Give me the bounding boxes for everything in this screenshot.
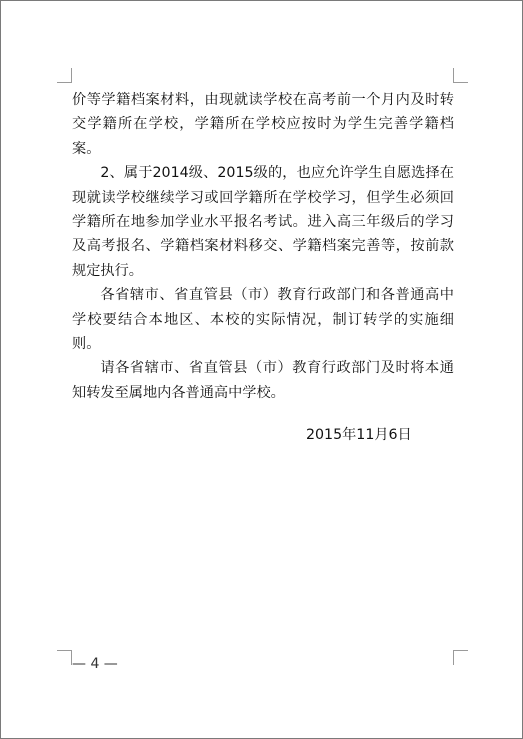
- document-date: 2015年11月6日: [306, 427, 412, 443]
- page-number: — 4 —: [72, 656, 118, 672]
- paragraph-implementation-rules: 各省辖市、省直管县（市）教育行政部门和各普通高中学校要结合本地区、本校的实际情况，制订转学的实施细则。: [72, 287, 454, 353]
- paragraph-forwarding-request: 请各省辖市、省直管县（市）教育行政部门及时将本通知转发至属地内各普通高中学校。: [72, 360, 454, 401]
- crop-mark-bottom-left: [57, 650, 72, 665]
- crop-mark-top-left: [57, 68, 72, 83]
- document-body: [72, 88, 454, 405]
- paragraph-continued: 价等学籍档案材料，由现就读学校在高考前一个月内及时转交学籍所在学校，学籍所在学校应按时为学生完善学籍档案。: [72, 92, 454, 157]
- crop-mark-top-right: [453, 68, 468, 83]
- paragraph-item-2: 2、属于2014级、2015级的，也应允许学生自愿选择在现就读学校继续学习或回学籍所在学校学习，但学生必须回学籍所在地参加学业水平报名考试。进入高三年级后的学习及高考报名、学籍档案材料移交、学籍档案完善等，按前款规定执行。: [72, 165, 454, 279]
- crop-mark-bottom-right: [453, 650, 468, 665]
